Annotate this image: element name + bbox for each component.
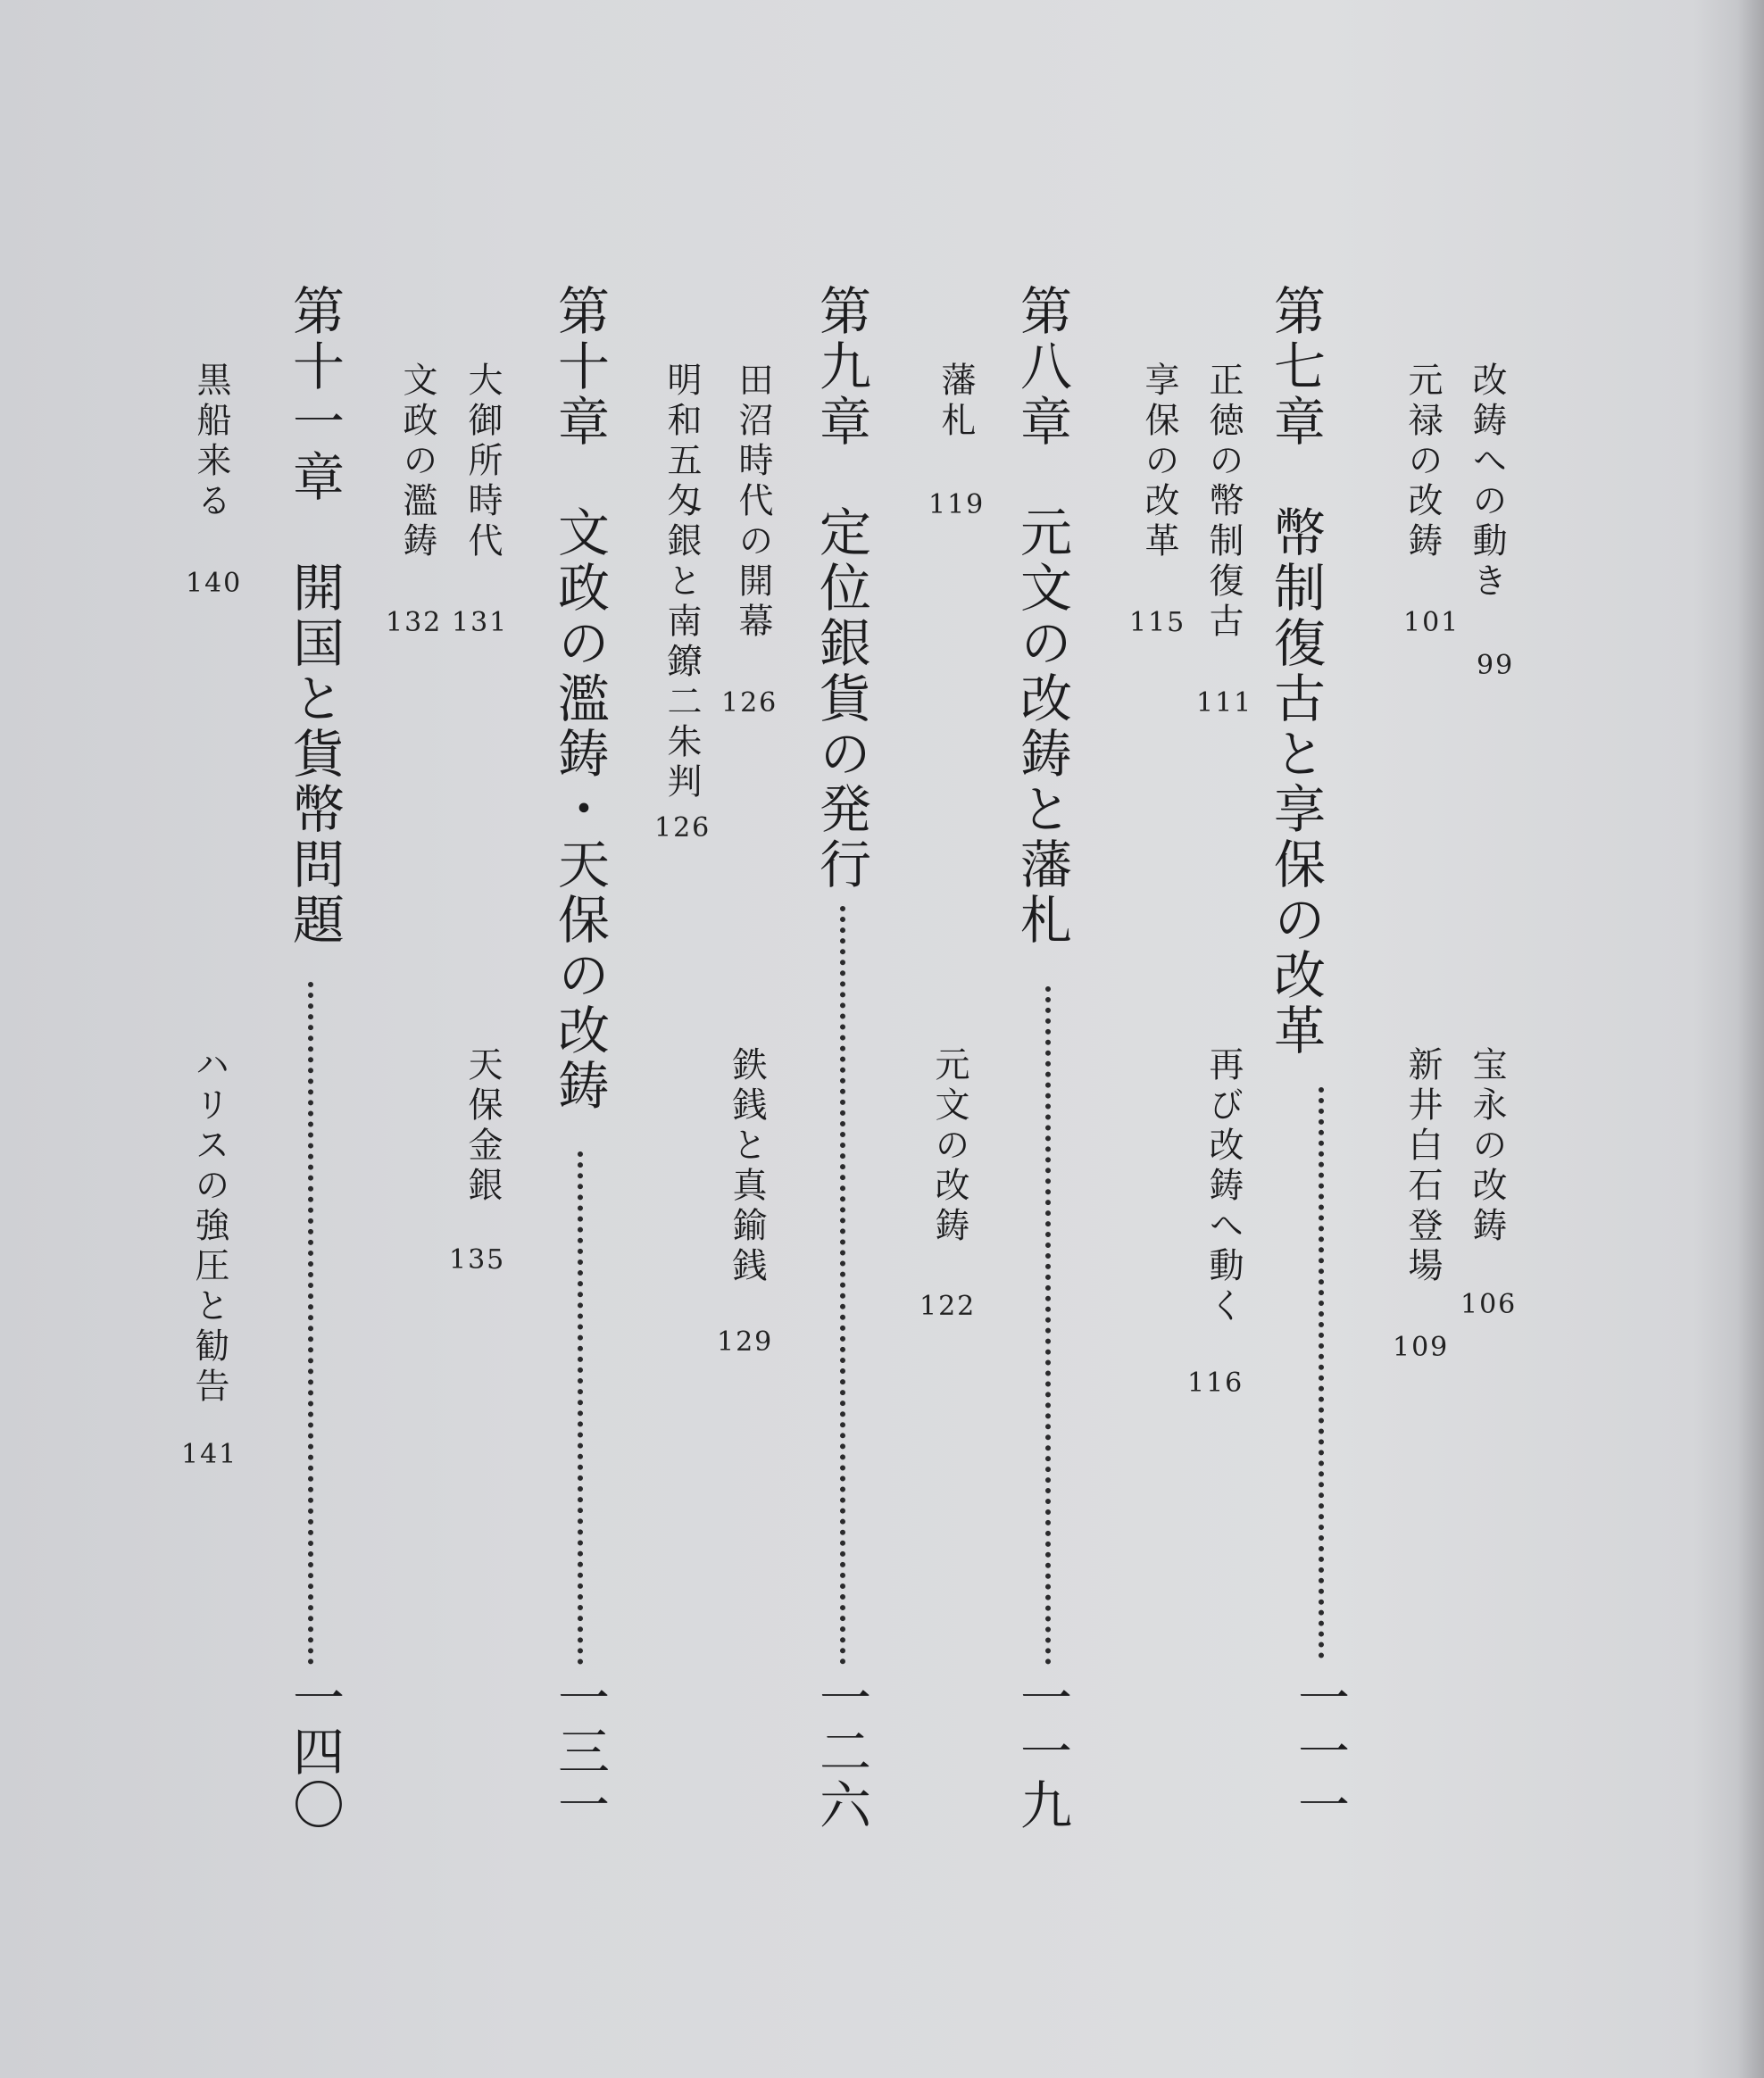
chapter-7-section-5-page: 106 [1460, 1289, 1518, 1320]
chapter-11-section-1-title: 黒船来る [191, 362, 231, 522]
chapter-7-section-2-page: 101 [1403, 607, 1460, 638]
chapter-10-section-1-title: 大御所時代 [462, 362, 503, 562]
chapter-7-section-3-page: 111 [1196, 687, 1253, 719]
chapter-10-section-1-page: 131 [452, 607, 509, 638]
chapter-7-title: 第七章 幣制復古と享保の改革 [1265, 284, 1326, 1059]
chapter-8-section-1-title: 藩札 [936, 362, 976, 442]
chapter-7-section-7-page: 116 [1187, 1367, 1244, 1399]
chapter-11-section-2-page: 141 [181, 1439, 238, 1470]
chapter-7-section-4-title: 享保の改革 [1139, 362, 1179, 562]
chapter-10-page: 一三一 [549, 1671, 610, 1832]
page-edge-shadow [1737, 0, 1764, 2078]
chapter-10-section-2-title: 文政の濫鋳 [397, 362, 437, 562]
chapter-11-section-2-title: ハリスの強圧と勧告 [189, 1046, 229, 1408]
chapter-8-section-2-title: 元文の改鋳 [929, 1046, 969, 1247]
chapter-7-section-5-title: 宝永の改鋳 [1467, 1046, 1507, 1247]
chapter-11-leader [308, 982, 313, 1665]
chapter-9-leader [840, 906, 845, 1665]
chapter-10-leader [578, 1151, 583, 1665]
chapter-7-section-7-title: 再び改鋳へ動く [1203, 1046, 1244, 1327]
chapter-7-section-6-page: 109 [1393, 1332, 1450, 1363]
chapter-8-leader [1045, 986, 1051, 1665]
chapter-8-title: 第八章 元文の改鋳と藩札 [1011, 284, 1072, 948]
chapter-7-section-4-page: 115 [1129, 607, 1186, 638]
chapter-7-section-1-title: 改鋳への動き [1467, 362, 1507, 603]
chapter-10-section-3-page: 135 [449, 1244, 506, 1276]
chapter-11-page: 一四〇 [284, 1671, 345, 1832]
chapter-9-title: 第九章 定位銀貨の発行 [811, 284, 871, 893]
chapter-7-page: 一一一 [1289, 1671, 1350, 1832]
chapter-10-section-3-title: 天保金銀 [462, 1046, 503, 1207]
chapter-8-section-2-page: 122 [919, 1291, 977, 1322]
chapter-9-section-2-page: 126 [654, 812, 711, 844]
chapter-9-page: 一二六 [811, 1671, 871, 1832]
chapter-7-leader [1319, 1087, 1324, 1658]
chapter-11-section-1-page: 140 [186, 568, 243, 599]
chapter-9-section-3-page: 129 [717, 1326, 774, 1358]
chapter-8-section-1-page: 119 [928, 489, 986, 520]
chapter-8-page: 一一九 [1011, 1671, 1072, 1832]
chapter-10-title: 第十章 文政の濫鋳・天保の改鋳 [549, 284, 610, 1114]
chapter-11-title: 第十一章 開国と貨幣問題 [284, 284, 345, 948]
chapter-9-section-3-title: 鉄銭と真鍮銭 [727, 1046, 767, 1287]
chapter-7-section-2-title: 元禄の改鋳 [1402, 362, 1443, 562]
chapter-9-section-2-title: 明和五匁銀と南鐐二朱判 [662, 362, 702, 803]
chapter-9-section-1-page: 126 [721, 687, 778, 719]
chapter-9-section-1-title: 田沼時代の開幕 [733, 362, 773, 643]
chapter-7-section-3-title: 正徳の幣制復古 [1203, 362, 1244, 643]
chapter-10-section-2-page: 132 [386, 607, 443, 638]
chapter-7-section-6-title: 新井白石登場 [1402, 1046, 1443, 1287]
chapter-7-section-1-page: 99 [1477, 650, 1515, 681]
